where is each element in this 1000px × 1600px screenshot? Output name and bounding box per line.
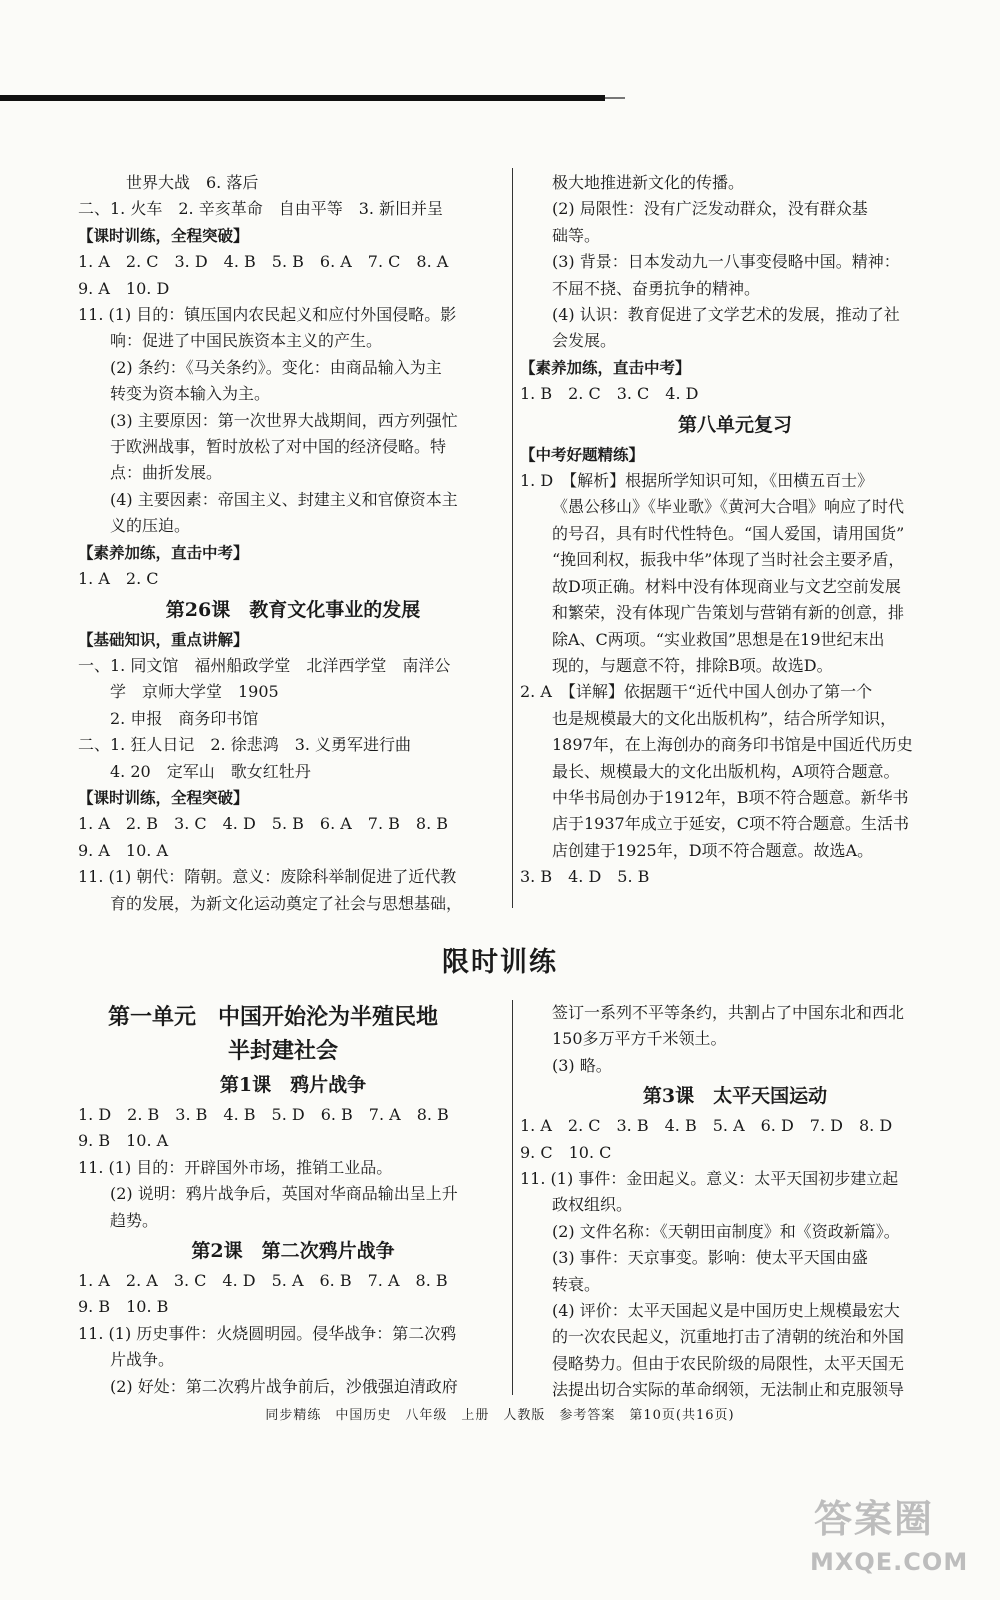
- answer-line: 1. D 【解析】根据所学知识可知，《田横五百士》: [520, 471, 874, 491]
- answer-line: 11. (1) 目的：开辟国外市场，推销工业品。: [78, 1157, 393, 1177]
- answer-line: 础等。: [552, 225, 601, 245]
- column-divider-top: [512, 168, 513, 908]
- answer-line: 转衰。: [552, 1274, 601, 1294]
- answer-line: 9. B 10. A: [78, 1131, 169, 1151]
- answer-line: 1. A 2. C 3. B 4. B 5. A 6. D 7. D 8. D: [520, 1116, 893, 1136]
- answer-line: (2) 局限性：没有广泛发动群众，没有群众基: [552, 199, 868, 219]
- answer-line: 1. A 2. A 3. C 4. D 5. A 6. B 7. A 8. B: [78, 1271, 448, 1291]
- page-footer: 同步精练 中国历史 八年级 上册 人教版 参考答案 第10页(共16页): [265, 1408, 735, 1423]
- answer-line: 极大地推进新文化的传播。: [552, 173, 745, 192]
- answer-line: 二、1. 狂人日记 2. 徐悲鸿 3. 义勇军进行曲: [78, 735, 412, 755]
- answer-line: 11. (1) 目的：镇压国内农民起义和应付外国侵略。影: [78, 305, 457, 325]
- answer-line: 故D项正确。材料中没有体现商业与文艺空前发展: [552, 576, 901, 596]
- answer-line: 1. A 2. C 3. D 4. B 5. B 6. A 7. C 8. A: [78, 252, 449, 272]
- section-label: 【中考好题精练】: [520, 445, 645, 464]
- answer-line: 3. B 4. D 5. B: [520, 867, 650, 887]
- answer-line: (3) 略。: [552, 1055, 612, 1075]
- answer-line: (4) 评价：太平天国起义是中国历史上规模最宏大: [552, 1301, 900, 1321]
- answer-line: 法提出切合实际的革命纲领，无法制止和克服领导: [552, 1380, 905, 1400]
- answers-column-top-right: [520, 170, 950, 891]
- answer-line: 的号召，具有时代性特色。“国人爱国，请用国货”: [552, 523, 905, 543]
- answer-line: 会发展。: [552, 331, 617, 351]
- answer-line: 世界大战 6. 落后: [126, 173, 259, 192]
- answers-column-top-left: [78, 170, 508, 917]
- answer-line: 于欧洲战事，暂时放松了对中国的经济侵略。特: [110, 437, 447, 457]
- answer-line: 二、1. 火车 2. 辛亥革命 自由平等 3. 新旧并呈: [78, 199, 444, 219]
- lesson-title: 第1课 鸦片战争: [219, 1074, 367, 1096]
- section-label: 【课时训练，全程突破】: [78, 788, 249, 807]
- answer-line: 1. A 2. B 3. C 4. D 5. B 6. A 7. B 8. B: [78, 814, 449, 834]
- answer-line: 150多万平方千米领土。: [552, 1029, 727, 1049]
- answer-line: (2) 文件名称：《天朝田亩制度》和《资政新篇》。: [552, 1221, 900, 1241]
- answer-line: (3) 背景：日本发动九一八事变侵略中国。精神：: [552, 252, 900, 272]
- lesson-title: 半封建社会: [228, 1038, 339, 1064]
- watermark-main: 答案圈: [814, 1497, 935, 1541]
- answer-line: 转变为资本输入为主。: [110, 384, 271, 404]
- answer-line: 一、1. 同文馆 福州船政学堂 北洋西学堂 南洋公: [78, 655, 451, 675]
- answer-line: 2. A 【详解】依据题干“近代中国人创办了第一个: [520, 682, 873, 702]
- section-heading: 限时训练: [442, 947, 558, 978]
- answer-line: 9. C 10. C: [520, 1142, 612, 1162]
- answer-line: 签订一系列不平等条约，共割占了中国东北和西北: [552, 1003, 905, 1022]
- answer-line: (4) 主要因素：帝国主义、封建主义和官僚资本主: [110, 489, 458, 509]
- lesson-title: 第26课 教育文化事业的发展: [165, 598, 421, 621]
- answer-line: (2) 条约：《马关条约》。变化：由商品输入为主: [110, 357, 442, 377]
- answer-line: (3) 主要原因：第一次世界大战期间，西方列强忙: [110, 410, 458, 430]
- answer-line: 现的，与题意不符，排除B项。故选D。: [552, 655, 833, 675]
- answer-line: “挽回利权，振我中华”体现了当时社会主要矛盾，: [552, 550, 905, 570]
- answers-column-bottom-left: [78, 1000, 508, 1400]
- answer-line: 最长、规模最大的文化出版机构，A项符合题意。: [552, 761, 900, 781]
- lesson-title: 第八单元复习: [677, 413, 792, 436]
- answer-line: 4. 20 定军山 歌女红牡丹: [110, 761, 311, 781]
- answer-line: 11. (1) 历史事件：火烧圆明园。侵华战争：第二次鸦: [78, 1323, 457, 1343]
- watermark-logo: [808, 1488, 980, 1588]
- section-label: 【基础知识，重点讲解】: [78, 630, 249, 649]
- answer-line: 义的压迫。: [110, 516, 191, 536]
- answer-line: 侵略势力。但由于农民阶级的局限性，太平天国无: [552, 1353, 905, 1373]
- answer-line: 1. D 2. B 3. B 4. B 5. D 6. B 7. A 8. B: [78, 1105, 449, 1124]
- answer-line: 响：促进了中国民族资本主义的产生。: [110, 331, 383, 351]
- answer-line: 《愚公移山》《毕业歌》《黄河大合唱》响应了时代: [552, 497, 905, 517]
- answer-line: 学 京师大学堂 1905: [110, 682, 279, 702]
- answer-line: 不屈不挠、奋勇抗争的精神。: [552, 278, 761, 298]
- answer-line: (3) 事件：天京事变。影响：使太平天国由盛: [552, 1248, 868, 1268]
- answer-line: 1. A 2. C: [78, 569, 159, 589]
- top-rule-thin: [605, 97, 625, 99]
- answer-line: 点：曲折发展。: [110, 463, 223, 483]
- answer-line: 育的发展，为新文化运动奠定了社会与思想基础，: [110, 893, 463, 913]
- answer-line: 店于1937年成立于延安，C项不符合题意。生活书: [552, 814, 909, 834]
- answer-line: 店创建于1925年，D项不符合题意。故选A。: [552, 840, 874, 860]
- answer-line: 11. (1) 事件：金田起义。意义：太平天国初步建立起: [520, 1169, 899, 1189]
- answer-line: 也是规模最大的文化出版机构”，结合所学知识，: [552, 708, 897, 728]
- answer-line: (2) 好处：第二次鸦片战争前后，沙俄强迫清政府: [110, 1376, 458, 1396]
- lesson-title: 第3课 太平天国运动: [642, 1085, 828, 1108]
- lesson-title: 第一单元 中国开始沦为半殖民地: [108, 1004, 439, 1030]
- section-label: 【课时训练，全程突破】: [78, 226, 249, 245]
- answer-line: (2) 说明：鸦片战争后，英国对华商品输出呈上升: [110, 1184, 458, 1204]
- watermark-url: MXQE.COM: [810, 1548, 969, 1576]
- answer-line: 中华书局创办于1912年，B项不符合题意。新华书: [552, 787, 909, 807]
- answer-line: 1897年，在上海创办的商务印书馆是中国近代历史: [552, 735, 913, 755]
- answer-line: 9. A 10. A: [78, 840, 168, 860]
- section-label: 【素养加练，直击中考】: [78, 543, 249, 562]
- section-label: 【素养加练，直击中考】: [520, 358, 691, 377]
- answer-line: 2. 申报 商务印书馆: [110, 708, 259, 728]
- answer-line: 除A、C两项。“实业救国”思想是在19世纪末出: [552, 629, 885, 649]
- answer-line: 11. (1) 朝代：隋朝。意义：废除科举制促进了近代教: [78, 867, 457, 887]
- answer-line: 9. A 10. D: [78, 278, 170, 298]
- answer-line: 9. B 10. B: [78, 1297, 169, 1317]
- answer-line: 政权组织。: [552, 1195, 633, 1215]
- answer-line: 片战争。: [110, 1350, 175, 1370]
- lesson-title: 第2课 第二次鸦片战争: [191, 1240, 395, 1263]
- answer-line: (4) 认识：教育促进了文学艺术的发展，推动了社: [552, 305, 900, 325]
- answer-line: 的一次农民起义，沉重地打击了清朝的统治和外国: [552, 1327, 905, 1347]
- answer-line: 1. B 2. C 3. C 4. D: [520, 384, 699, 404]
- top-rule: [0, 95, 605, 101]
- answer-line: 和繁荣，没有体现广告策划与营销有新的创意，排: [552, 603, 905, 623]
- answers-column-bottom-right: [520, 1000, 950, 1404]
- answer-line: 趋势。: [110, 1210, 159, 1230]
- column-divider-bottom: [512, 1000, 513, 1395]
